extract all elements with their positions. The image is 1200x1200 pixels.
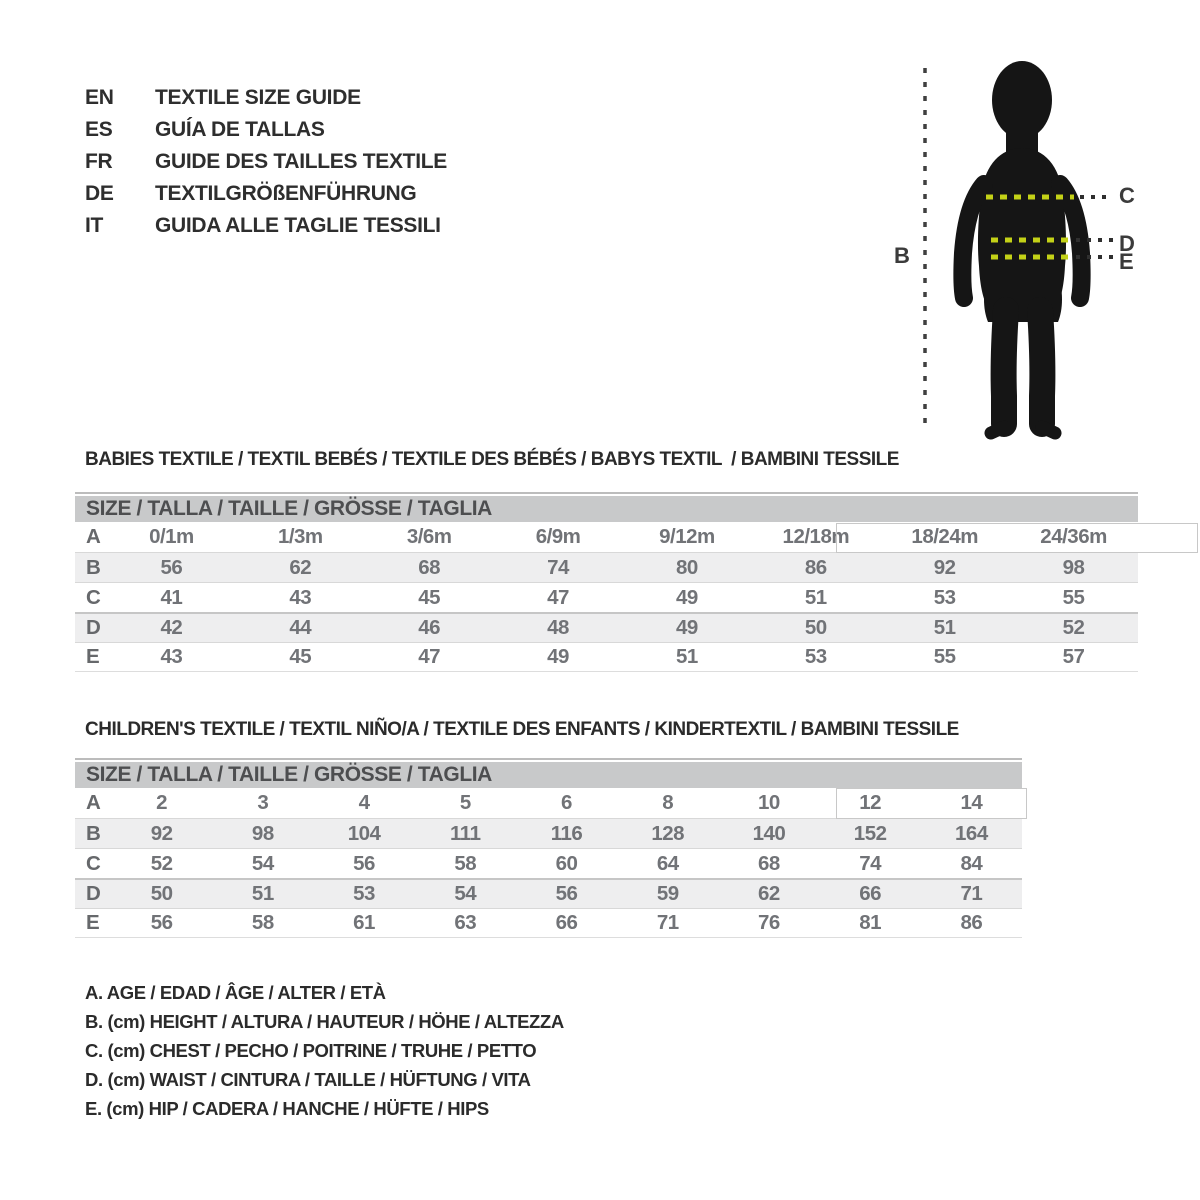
- language-code: EN: [85, 86, 114, 109]
- size-cell: 54: [454, 882, 477, 905]
- size-cell: 1/3m: [277, 525, 323, 548]
- size-cell: 63: [454, 911, 477, 934]
- language-title: GUÍA DE TALLAS: [155, 118, 325, 141]
- size-cell: 9/12m: [659, 525, 715, 548]
- size-cell: 71: [656, 911, 679, 934]
- size-cell: 51: [933, 616, 956, 639]
- babies-size-table: [75, 492, 1138, 672]
- size-cell: 128: [651, 821, 685, 845]
- language-row-en: [85, 82, 447, 114]
- row-label: A: [86, 791, 101, 814]
- legend-item-waist: D. (cm) WAIST / CINTURA / TAILLE / HÜFTUNG / VITA: [85, 1069, 531, 1091]
- size-cell: 68: [418, 555, 441, 579]
- size-cell: 14: [960, 791, 983, 814]
- size-cell: 3/6m: [406, 525, 452, 548]
- size-cell: 59: [656, 882, 679, 905]
- size-cell: 56: [353, 851, 375, 875]
- size-cell: 0/1m: [149, 525, 194, 548]
- size-cell: 48: [547, 616, 569, 639]
- children-section-title: CHILDREN'S TEXTILE / TEXTIL NIÑO/A / TEXTILE DES ENFANTS / KINDERTEXTIL / BAMBINI TESSILE: [85, 719, 959, 740]
- row-label: B: [86, 821, 101, 845]
- size-cell: 49: [676, 616, 698, 639]
- language-code: DE: [85, 182, 114, 205]
- size-cell: 84: [960, 851, 983, 875]
- babies-table-header: SIZE / TALLA / TAILLE / GRÖSSE / TAGLIA: [75, 496, 1138, 522]
- size-cell: 116: [550, 821, 583, 845]
- size-cell: 58: [251, 911, 274, 934]
- size-cell: 54: [251, 851, 274, 875]
- table-top-rule: [75, 758, 1022, 760]
- chest-measure-label: C: [1119, 183, 1135, 208]
- children-size-table: [75, 758, 1022, 938]
- size-cell: 6/9m: [535, 525, 581, 548]
- language-code: ES: [85, 118, 113, 141]
- size-cell: 98: [1062, 555, 1085, 579]
- size-cell: 49: [547, 645, 569, 668]
- row-label: B: [86, 555, 101, 579]
- size-cell: 18/24m: [911, 525, 978, 548]
- size-cell: 57: [1062, 645, 1085, 668]
- size-cell: 10: [758, 791, 780, 814]
- table-row-age: [75, 788, 1022, 818]
- language-row-fr: [85, 146, 447, 178]
- size-cell: 6: [561, 791, 572, 814]
- language-row-it: [85, 210, 447, 242]
- size-cell: 41: [160, 585, 183, 609]
- child-silhouette-figure: [880, 48, 1190, 448]
- size-cell: 164: [955, 821, 988, 845]
- size-cell: 74: [859, 851, 882, 875]
- size-cell: 74: [547, 555, 569, 579]
- size-cell: 92: [933, 555, 956, 579]
- size-cell: 42: [160, 616, 183, 639]
- row-label: C: [86, 585, 101, 609]
- language-row-de: [85, 178, 447, 210]
- size-cell: 98: [251, 821, 274, 845]
- size-cell: 62: [289, 555, 312, 579]
- row-label: A: [86, 525, 101, 548]
- hip-measure-label: E: [1119, 249, 1134, 274]
- size-cell: 62: [758, 882, 780, 905]
- legend-item-height: B. (cm) HEIGHT / ALTURA / HAUTEUR / HÖHE / ALTEZZA: [85, 1010, 564, 1032]
- size-cell: 50: [804, 616, 827, 639]
- size-cell: 4: [358, 791, 370, 814]
- size-cell: 68: [758, 851, 780, 875]
- size-cell: 71: [960, 882, 983, 905]
- size-cell: 55: [1062, 585, 1085, 609]
- table-row-hip: [75, 908, 1022, 938]
- language-title-list: [85, 82, 447, 242]
- size-cell: 86: [960, 911, 983, 934]
- size-cell: 86: [804, 555, 827, 579]
- table-row-hip: [75, 642, 1138, 672]
- children-table-header: SIZE / TALLA / TAILLE / GRÖSSE / TAGLIA: [75, 762, 1022, 788]
- size-cell: 80: [676, 555, 698, 579]
- size-cell: 49: [676, 585, 698, 609]
- row-label: C: [86, 851, 101, 875]
- size-cell: 61: [353, 911, 375, 934]
- size-cell: 43: [160, 645, 183, 668]
- size-cell: 47: [418, 645, 441, 668]
- row-label: D: [86, 882, 101, 905]
- size-cell: 152: [853, 821, 887, 845]
- language-code: FR: [85, 150, 113, 173]
- size-cell: 53: [933, 585, 956, 609]
- measurement-legend: [85, 978, 564, 1124]
- size-cell: 92: [150, 821, 173, 845]
- size-cell: 64: [656, 851, 679, 875]
- left-foot-shape: [991, 427, 1004, 433]
- row-label: D: [86, 616, 101, 639]
- size-cell: 58: [454, 851, 477, 875]
- row-label: E: [86, 911, 100, 934]
- size-cell: 51: [804, 585, 827, 609]
- size-cell: 50: [150, 882, 173, 905]
- size-cell: 60: [555, 851, 578, 875]
- height-measure-label: B: [894, 243, 910, 268]
- torso-shape: [978, 148, 1066, 306]
- size-cell: 55: [933, 645, 956, 668]
- size-cell: 51: [676, 645, 698, 668]
- language-row-es: [85, 114, 447, 146]
- table-row-waist: [75, 878, 1022, 908]
- size-cell: 52: [150, 851, 173, 875]
- size-cell: 81: [859, 911, 882, 934]
- language-title: GUIDA ALLE TAGLIE TESSILI: [155, 214, 441, 237]
- child-silhouette: [962, 61, 1081, 433]
- table-row-chest: [75, 848, 1022, 878]
- table-row-height: [75, 818, 1022, 848]
- table-row-waist: [75, 612, 1138, 642]
- legend-item-hip: E. (cm) HIP / CADERA / HANCHE / HÜFTE / HIPS: [85, 1098, 489, 1120]
- size-cell: 45: [289, 645, 312, 668]
- size-cell: 12: [859, 791, 882, 814]
- legend-item-chest: C. (cm) CHEST / PECHO / POITRINE / TRUHE / PETTO: [85, 1039, 537, 1061]
- language-code: IT: [85, 214, 104, 237]
- size-cell: 56: [555, 882, 578, 905]
- size-cell: 43: [289, 585, 312, 609]
- legend-item-age: A. AGE / EDAD / ÂGE / ALTER / ETÀ: [85, 981, 386, 1003]
- language-title: GUIDE DES TAILLES TEXTILE: [155, 150, 447, 173]
- babies-section-title: BABIES TEXTILE / TEXTIL BEBÉS / TEXTILE DES BÉBÉS / BABYS TEXTIL / BAMBINI TESSILE: [85, 449, 899, 470]
- right-leg-shape: [1040, 310, 1042, 424]
- size-cell: 51: [251, 882, 274, 905]
- size-cell: 46: [418, 616, 441, 639]
- waist-measure-label: D: [1119, 231, 1135, 256]
- size-cell: 56: [150, 911, 173, 934]
- size-cell: 66: [555, 911, 578, 934]
- size-cell: 47: [547, 585, 569, 609]
- language-title: TEXTILE SIZE GUIDE: [155, 86, 361, 109]
- size-cell: 3: [257, 791, 269, 814]
- right-foot-shape: [1042, 427, 1055, 433]
- table-top-rule: [75, 492, 1138, 494]
- size-cell: 45: [418, 585, 441, 609]
- table-row-chest: [75, 582, 1138, 612]
- size-cell: 2: [156, 791, 168, 814]
- size-cell: 111: [450, 821, 481, 845]
- size-cell: 56: [160, 555, 183, 579]
- size-cell: 5: [459, 791, 471, 814]
- size-cell: 52: [1062, 616, 1085, 639]
- size-cell: 12/18m: [782, 525, 850, 548]
- row-label: E: [86, 645, 100, 668]
- size-cell: 104: [347, 821, 381, 845]
- size-cell: 76: [758, 911, 780, 934]
- size-cell: 8: [662, 791, 674, 814]
- size-cell: 140: [752, 821, 786, 845]
- size-cell: 66: [859, 882, 882, 905]
- left-leg-shape: [1004, 310, 1006, 424]
- language-title: TEXTILGRÖßENFÜHRUNG: [155, 182, 417, 205]
- size-cell: 53: [804, 645, 827, 668]
- size-cell: 44: [289, 616, 312, 639]
- table-row-height: [75, 552, 1138, 582]
- size-cell: 53: [353, 882, 375, 905]
- size-cell: 24/36m: [1040, 525, 1107, 548]
- table-row-age: [75, 522, 1138, 552]
